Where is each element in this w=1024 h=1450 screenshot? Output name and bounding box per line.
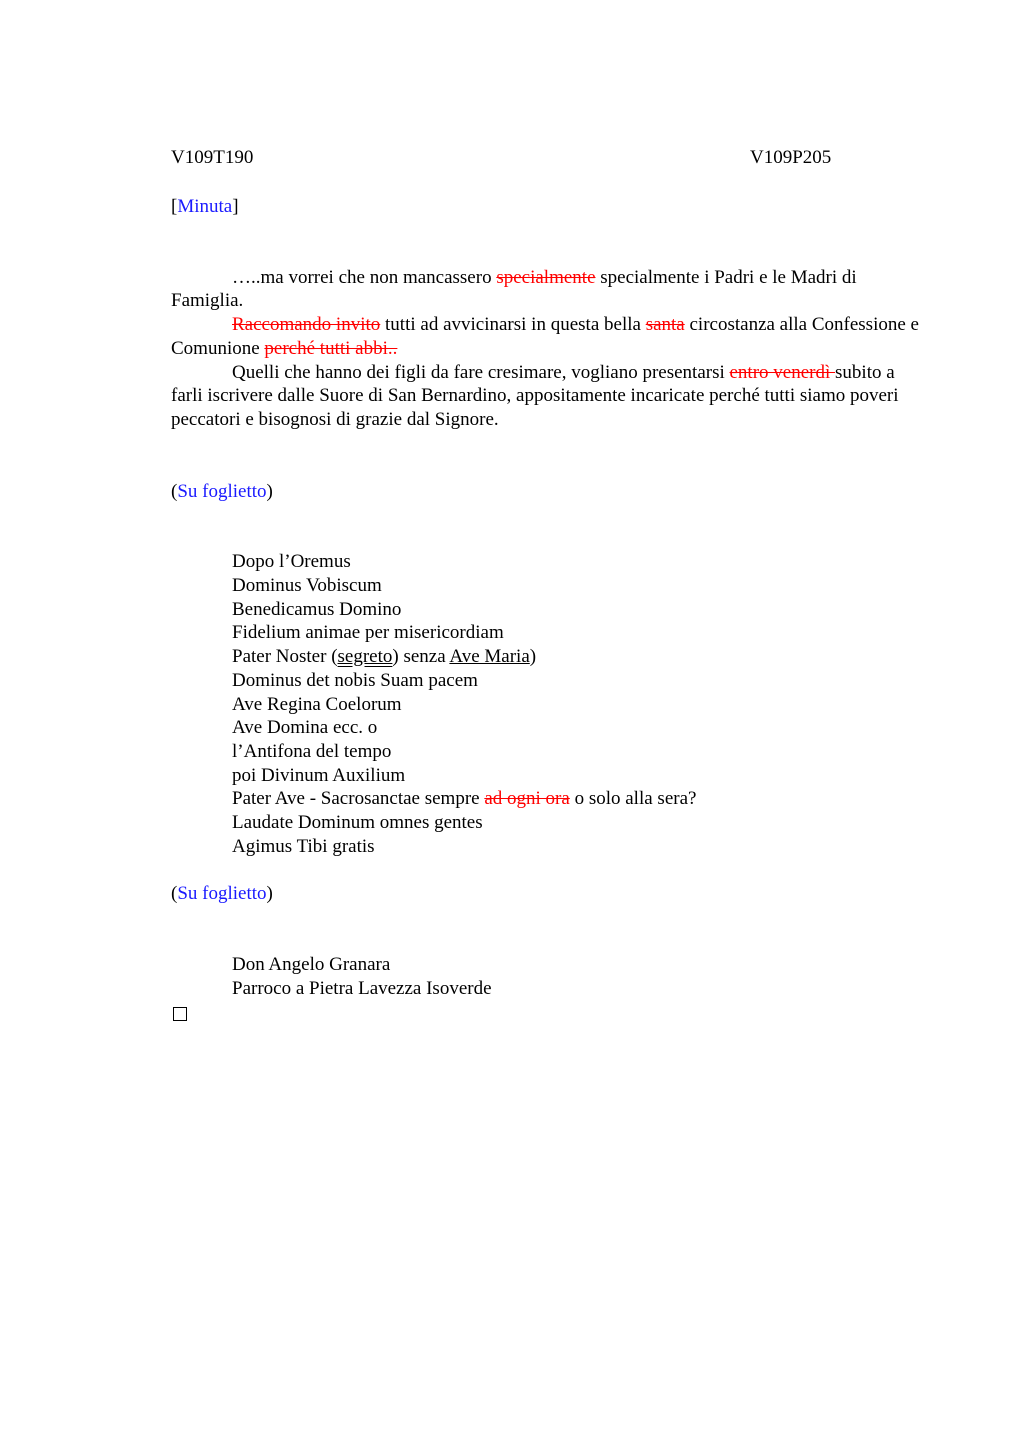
p1-text-2: specialmente i Padri e le Madri di Famiglia.: [171, 266, 857, 312]
prayer-line: Laudate Dominum omnes gentes: [232, 812, 483, 834]
note1-open-paren: (: [171, 480, 178, 502]
end-mark-box: [173, 1007, 187, 1021]
note1-label: Su foglietto: [177, 480, 267, 502]
note2-open-paren: (: [171, 883, 178, 905]
prayer-line: Fidelium animae per misericordiam: [232, 622, 504, 644]
p2-text-1: tutti ad avvicinarsi in questa bella: [380, 314, 646, 336]
prayer-line: l’Antifona del tempo: [232, 740, 392, 762]
prayer-line: Ave Domina ecc. o: [232, 717, 378, 739]
note2-close-paren: ): [266, 883, 273, 905]
minuta-note: [171, 195, 921, 219]
note2-label: Su foglietto: [177, 883, 267, 905]
right-code: V109P205: [750, 147, 832, 168]
prayer-line: poi Divinum Auxilium: [232, 764, 406, 786]
prayer-list: [171, 550, 921, 858]
prayer-line: Benedicamus Domino: [232, 598, 402, 620]
p3-text-1: Quelli che hanno dei figli da fare cresimare, vogliano presentarsi: [232, 361, 730, 383]
paragraph-2: [171, 313, 921, 360]
prayer-line-pater-noster: [232, 645, 921, 669]
prayer-line: Dominus det nobis Suam pacem: [232, 669, 478, 691]
p2-deleted-3: perché tutti abbi..: [264, 337, 398, 359]
p2-deleted-1: Raccomando invito: [232, 314, 381, 336]
pater-noster-text-2: ) senza: [392, 646, 450, 668]
minuta-label: Minuta: [177, 196, 233, 217]
paragraph-1: [171, 266, 921, 313]
p3-text-2: subito a farli iscrivere dalle Suore di San Bernardino, appositamente incaricate perché tutti siamo poveri peccatori e bisognosi di grazie dal Signore.: [171, 361, 899, 430]
pater-noster-text-3: ): [529, 646, 537, 668]
prayer-line: Ave Regina Coelorum: [232, 693, 402, 715]
segreto-underlined: segreto: [337, 646, 393, 668]
pater-ave-deleted: ad ogni ora: [484, 788, 570, 810]
pater-ave-text-2: o solo alla sera?: [569, 788, 697, 810]
minuta-open-bracket: [: [171, 196, 178, 217]
prayer-line-pater-ave: [232, 787, 921, 811]
signature-block: [171, 953, 921, 1000]
prayer-line: Agimus Tibi gratis: [232, 835, 375, 857]
signature-title: Parroco a Pietra Lavezza Isoverde: [232, 977, 492, 999]
su-foglietto-note-2: [171, 882, 921, 906]
left-code: V109T190: [171, 147, 254, 168]
minuta-close-bracket: ]: [232, 196, 239, 217]
p1-text-1: …..ma vorrei che non mancassero: [232, 266, 497, 288]
prayer-line: Dominus Vobiscum: [232, 575, 382, 597]
p3-deleted-1: entro venerdì: [729, 361, 836, 383]
su-foglietto-note-1: [171, 480, 921, 504]
p2-text-2: circostanza alla Confessione e Comunione: [171, 314, 919, 359]
document-header: [171, 146, 921, 170]
p2-deleted-2: santa: [645, 314, 685, 336]
p1-deleted-1: specialmente: [496, 266, 596, 288]
pater-noster-text-1: Pater Noster (: [232, 646, 338, 668]
document-page: [171, 146, 921, 1027]
prayer-line: Dopo l’Oremus: [232, 551, 351, 573]
signature-name: Don Angelo Granara: [232, 954, 391, 976]
ave-maria-underlined: Ave Maria: [449, 646, 530, 668]
paragraph-3: [171, 361, 921, 432]
note1-close-paren: ): [266, 480, 273, 502]
pater-ave-text-1: Pater Ave - Sacrosanctae sempre: [232, 788, 485, 810]
